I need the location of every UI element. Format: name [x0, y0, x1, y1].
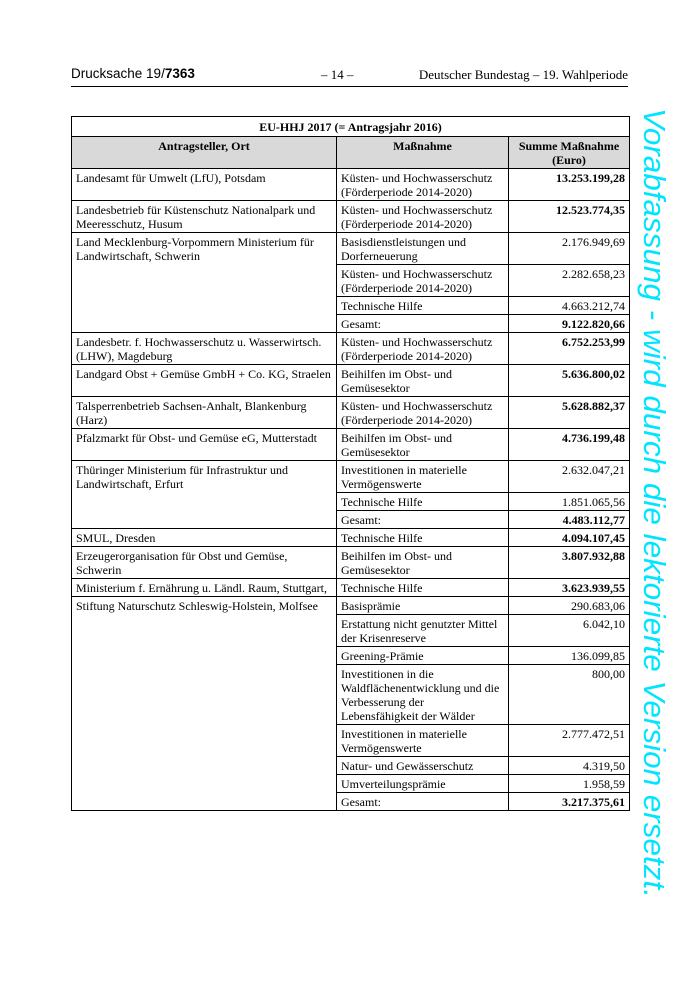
- table-row: [72, 529, 630, 547]
- table-row: [72, 547, 630, 579]
- total-label-cell: Gesamt:: [337, 793, 509, 811]
- amount-cell: 13.253.199,28: [509, 169, 630, 201]
- table-row: [72, 201, 630, 233]
- amount-cell: 5.628.882,37: [509, 397, 630, 429]
- applicant-cell: Stiftung Naturschutz Schleswig-Holstein, Molfsee: [72, 597, 337, 811]
- measure-cell: Küsten- und Hochwasserschutz (Förderperiode 2014-2020): [337, 397, 509, 429]
- applicant-cell: SMUL, Dresden: [72, 529, 337, 547]
- total-amount-cell: 9.122.820,66: [509, 315, 630, 333]
- table-row: [72, 169, 630, 201]
- doc-label: Drucksache: [71, 66, 143, 81]
- measure-cell: Investitionen in die Waldflächenentwicklung und die Verbesserung der Lebensfähigkeit der Wälder: [337, 665, 509, 725]
- measure-cell: Küsten- und Hochwasserschutz (Förderperiode 2014-2020): [337, 333, 509, 365]
- table-row: [72, 597, 630, 615]
- measure-cell: Technische Hilfe: [337, 493, 509, 511]
- applicant-cell: Ministerium f. Ernährung u. Ländl. Raum, Stuttgart,: [72, 579, 337, 597]
- funding-table: [71, 116, 630, 811]
- measure-cell: Technische Hilfe: [337, 579, 509, 597]
- amount-cell: 6.042,10: [509, 615, 630, 647]
- amount-cell: 6.752.253,99: [509, 333, 630, 365]
- table-row: [72, 397, 630, 429]
- total-label-cell: Gesamt:: [337, 315, 509, 333]
- draft-watermark: [630, 108, 680, 908]
- measure-cell: Investitionen in materielle Vermögenswerte: [337, 461, 509, 493]
- amount-cell: 2.282.658,23: [509, 265, 630, 297]
- table-title: EU-HHJ 2017 (= Antragsjahr 2016): [72, 117, 630, 137]
- amount-cell: 2.632.047,21: [509, 461, 630, 493]
- measure-cell: Greening-Prämie: [337, 647, 509, 665]
- page-header: [71, 66, 628, 87]
- table-row: [72, 233, 630, 265]
- measure-cell: Beihilfen im Obst- und Gemüsesektor: [337, 547, 509, 579]
- applicant-cell: Talsperrenbetrieb Sachsen-Anhalt, Blankenburg (Harz): [72, 397, 337, 429]
- measure-cell: Beihilfen im Obst- und Gemüsesektor: [337, 429, 509, 461]
- applicant-cell: Land Mecklenburg-Vorpommern Ministerium für Landwirtschaft, Schwerin: [72, 233, 337, 333]
- amount-cell: 4.319,50: [509, 757, 630, 775]
- amount-cell: 2.777.472,51: [509, 725, 630, 757]
- applicant-cell: Thüringer Ministerium für Infrastruktur und Landwirtschaft, Erfurt: [72, 461, 337, 529]
- total-amount-cell: 3.217.375,61: [509, 793, 630, 811]
- table-row: [72, 333, 630, 365]
- applicant-cell: Pfalzmarkt für Obst- und Gemüse eG, Mutterstadt: [72, 429, 337, 461]
- measure-cell: Basisdienstleistungen und Dorferneuerung: [337, 233, 509, 265]
- total-amount-cell: 4.483.112,77: [509, 511, 630, 529]
- measure-cell: Technische Hilfe: [337, 297, 509, 315]
- doc-number: 7363: [164, 66, 195, 81]
- table-row: [72, 365, 630, 397]
- measure-cell: Küsten- und Hochwasserschutz (Förderperiode 2014-2020): [337, 201, 509, 233]
- watermark-svg: [630, 108, 680, 908]
- measure-cell: Basisprämie: [337, 597, 509, 615]
- amount-cell: 2.176.949,69: [509, 233, 630, 265]
- header-sum-line2: (Euro): [552, 153, 586, 167]
- document-number: [71, 66, 195, 81]
- applicant-cell: Erzeugerorganisation für Obst und Gemüse, Schwerin: [72, 547, 337, 579]
- applicant-cell: Landgard Obst + Gemüse GmbH + Co. KG, Straelen: [72, 365, 337, 397]
- watermark-text: Vorabfassung - wird durch die lektorierte Version ersetzt.: [637, 108, 672, 887]
- total-label-cell: Gesamt:: [337, 511, 509, 529]
- amount-cell: 3.623.939,55: [509, 579, 630, 597]
- table-row: [72, 429, 630, 461]
- measure-cell: Investitionen in materielle Vermögenswerte: [337, 725, 509, 757]
- amount-cell: 12.523.774,35: [509, 201, 630, 233]
- amount-cell: 4.736.199,48: [509, 429, 630, 461]
- table-row: [72, 579, 630, 597]
- measure-cell: Küsten- und Hochwasserschutz (Förderperiode 2014-2020): [337, 265, 509, 297]
- amount-cell: 5.636.800,02: [509, 365, 630, 397]
- measure-cell: Technische Hilfe: [337, 529, 509, 547]
- header-sum-line1: Summe Maßnahme: [518, 139, 620, 153]
- header-sum: [509, 137, 630, 169]
- amount-cell: 800,00: [509, 665, 630, 725]
- measure-cell: Erstattung nicht genutzter Mittel der Krisenreserve: [337, 615, 509, 647]
- measure-cell: Küsten- und Hochwasserschutz (Förderperiode 2014-2020): [337, 169, 509, 201]
- applicant-cell: Landesbetr. f. Hochwasserschutz u. Wasserwirtsch. (LHW), Magdeburg: [72, 333, 337, 365]
- amount-cell: 4.663.212,74: [509, 297, 630, 315]
- amount-cell: 1.851.065,56: [509, 493, 630, 511]
- applicant-cell: Landesbetrieb für Küstenschutz Nationalpark und Meeresschutz, Husum: [72, 201, 337, 233]
- amount-cell: 3.807.932,88: [509, 547, 630, 579]
- institution-name: Deutscher Bundestag – 19. Wahlperiode: [418, 67, 628, 82]
- applicant-cell: Landesamt für Umwelt (LfU), Potsdam: [72, 169, 337, 201]
- amount-cell: 290.683,06: [509, 597, 630, 615]
- measure-cell: Natur- und Gewässerschutz: [337, 757, 509, 775]
- doc-number-prefix: 19/: [146, 66, 165, 81]
- header-applicant: Antragsteller, Ort: [72, 137, 337, 169]
- header-measure: Maßnahme: [337, 137, 509, 169]
- table-row: [72, 461, 630, 493]
- measure-cell: Beihilfen im Obst- und Gemüsesektor: [337, 365, 509, 397]
- page-number: – 14 –: [321, 67, 354, 82]
- measure-cell: Umverteilungsprämie: [337, 775, 509, 793]
- amount-cell: 1.958,59: [509, 775, 630, 793]
- amount-cell: 4.094.107,45: [509, 529, 630, 547]
- amount-cell: 136.099,85: [509, 647, 630, 665]
